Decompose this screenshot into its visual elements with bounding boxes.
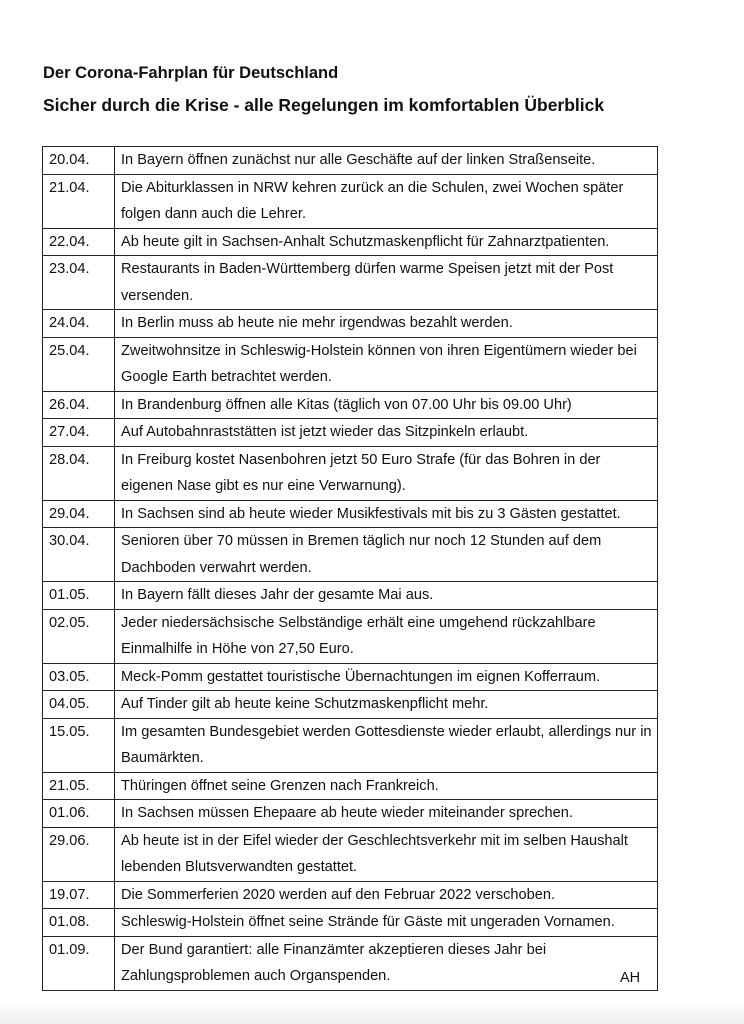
table-row <box>43 256 658 310</box>
row-date: 21.05. <box>43 772 115 800</box>
row-date: 24.04. <box>43 310 115 338</box>
table-row <box>43 528 658 582</box>
table-row <box>43 772 658 800</box>
row-date: 02.05. <box>43 609 115 663</box>
row-date: 23.04. <box>43 256 115 310</box>
row-date: 25.04. <box>43 337 115 391</box>
row-date: 20.04. <box>43 147 115 175</box>
row-rule-text: In Brandenburg öffnen alle Kitas (täglich von 07.00 Uhr bis 09.00 Uhr) <box>115 391 658 419</box>
row-date: 29.04. <box>43 500 115 528</box>
table-row <box>43 663 658 691</box>
row-date: 01.06. <box>43 800 115 828</box>
row-date: 15.05. <box>43 718 115 772</box>
row-date: 01.05. <box>43 582 115 610</box>
row-rule-text: Auf Tinder gilt ab heute keine Schutzmaskenpflicht mehr. <box>115 691 658 719</box>
table-row <box>43 500 658 528</box>
row-date: 19.07. <box>43 881 115 909</box>
table-row <box>43 147 658 175</box>
table-row <box>43 228 658 256</box>
table-row <box>43 310 658 338</box>
schedule-table-body <box>43 147 658 991</box>
row-date: 30.04. <box>43 528 115 582</box>
table-row <box>43 391 658 419</box>
row-rule-text: Die Abiturklassen in NRW kehren zurück an die Schulen, zwei Wochen später folgen dann auch die Lehrer. <box>115 174 658 228</box>
row-rule-text: In Sachsen sind ab heute wieder Musikfestivals mit bis zu 3 Gästen gestattet. <box>115 500 658 528</box>
author-initials: AH <box>620 970 641 986</box>
table-row <box>43 718 658 772</box>
row-rule-text: In Freiburg kostet Nasenbohren jetzt 50 Euro Strafe (für das Bohren in der eigenen Nase gibt es nur eine Verwarnung). <box>115 446 658 500</box>
row-rule-text: Ab heute gilt in Sachsen-Anhalt Schutzmaskenpflicht für Zahnarztpatienten. <box>115 228 658 256</box>
table-row <box>43 609 658 663</box>
row-rule-text: Zweitwohnsitze in Schleswig-Holstein können von ihren Eigentümern wieder bei Google Earth betrachtet werden. <box>115 337 658 391</box>
row-date: 22.04. <box>43 228 115 256</box>
row-rule-text: In Berlin muss ab heute nie mehr irgendwas bezahlt werden. <box>115 310 658 338</box>
row-date: 01.09. <box>43 936 115 990</box>
table-row <box>43 909 658 937</box>
row-date: 01.08. <box>43 909 115 937</box>
row-rule-text: Die Sommerferien 2020 werden auf den Februar 2022 verschoben. <box>115 881 658 909</box>
row-date: 28.04. <box>43 446 115 500</box>
document-subtitle: Sicher durch die Krise - alle Regelungen im komfortablen Überblick <box>43 95 605 115</box>
table-row <box>43 800 658 828</box>
table-row <box>43 827 658 881</box>
row-rule-text: Restaurants in Baden-Württemberg dürfen warme Speisen jetzt mit der Post versenden. <box>115 256 658 310</box>
row-rule-text: In Bayern öffnen zunächst nur alle Geschäfte auf der linken Straßenseite. <box>115 147 658 175</box>
table-row <box>43 419 658 447</box>
table-row <box>43 936 658 990</box>
row-rule-text: Schleswig-Holstein öffnet seine Strände für Gäste mit ungeraden Vornamen. <box>115 909 658 937</box>
row-date: 26.04. <box>43 391 115 419</box>
row-rule-text: In Sachsen müssen Ehepaare ab heute wieder miteinander sprechen. <box>115 800 658 828</box>
table-row <box>43 174 658 228</box>
table-row <box>43 337 658 391</box>
table-row <box>43 691 658 719</box>
row-rule-text: Ab heute ist in der Eifel wieder der Geschlechtsverkehr mit im selben Haushalt lebenden Blutsverwandten gestattet. <box>115 827 658 881</box>
row-rule-text: Im gesamten Bundesgebiet werden Gottesdienste wieder erlaubt, allerdings nur in Baumärkten. <box>115 718 658 772</box>
row-rule-text: In Bayern fällt dieses Jahr der gesamte Mai aus. <box>115 582 658 610</box>
row-rule-text: Auf Autobahnraststätten ist jetzt wieder das Sitzpinkeln erlaubt. <box>115 419 658 447</box>
row-rule-text: Jeder niedersächsische Selbständige erhält eine umgehend rückzahlbare Einmalhilfe in Höhe von 27,50 Euro. <box>115 609 658 663</box>
row-date: 04.05. <box>43 691 115 719</box>
row-date: 03.05. <box>43 663 115 691</box>
row-rule-text: Senioren über 70 müssen in Bremen täglich nur noch 12 Stunden auf dem Dachboden verwahrt werden. <box>115 528 658 582</box>
row-date: 29.06. <box>43 827 115 881</box>
table-row <box>43 582 658 610</box>
row-date: 27.04. <box>43 419 115 447</box>
table-row <box>43 446 658 500</box>
row-rule-text: Meck-Pomm gestattet touristische Übernachtungen im eignen Kofferraum. <box>115 663 658 691</box>
page-bottom-edge <box>0 1004 744 1024</box>
row-rule-text: Thüringen öffnet seine Grenzen nach Frankreich. <box>115 772 658 800</box>
table-row <box>43 881 658 909</box>
row-rule-text: Der Bund garantiert: alle Finanzämter akzeptieren dieses Jahr bei Zahlungsproblemen auch Organspenden. <box>115 936 658 990</box>
schedule-table <box>42 146 658 991</box>
document-title: Der Corona-Fahrplan für Deutschland <box>43 64 339 82</box>
row-date: 21.04. <box>43 174 115 228</box>
